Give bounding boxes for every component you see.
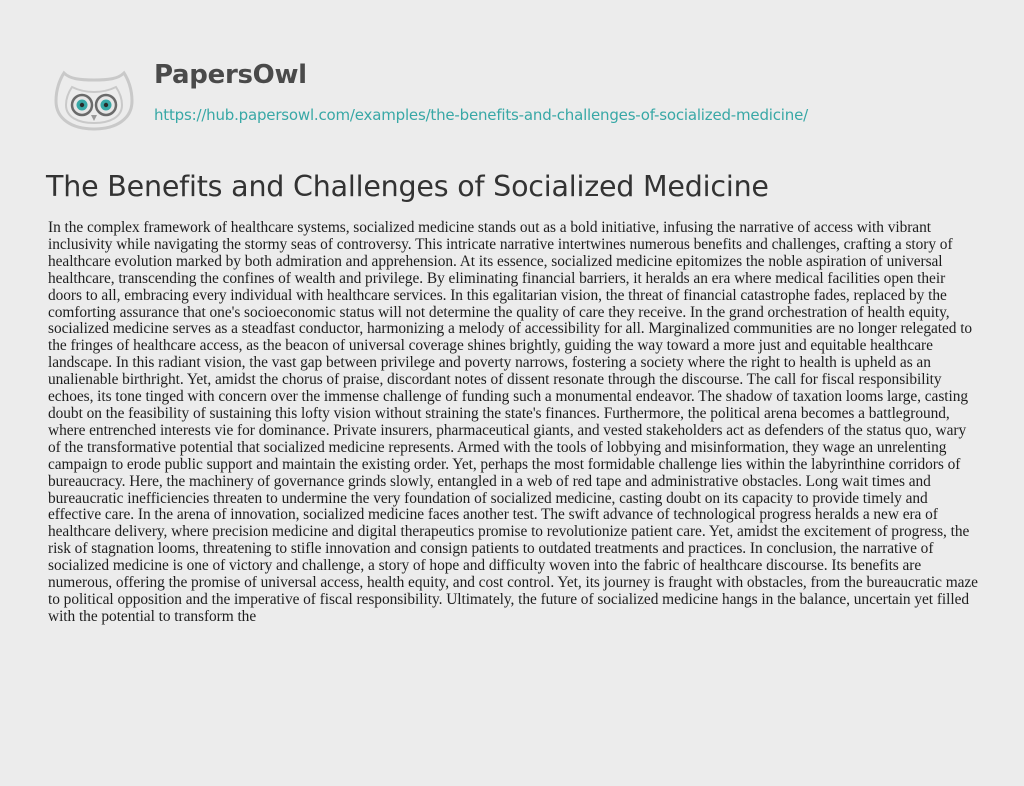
owl-logo-icon[interactable] [50,65,138,133]
article-body: In the complex framework of healthcare systems, socialized medicine stands out as a bold initiative, infusing the narrative of access with vibrant inclusivity while navigating the stormy seas of controversy. This intricate narrative intertwines numerous benefits and challenges, crafting a story of healthcare evolution marked by both admiration and apprehension. At its essence, socialized medicine epitomizes the noble aspiration of universal healthcare, transcending the confines of wealth and privilege. By eliminating financial barriers, it heralds an era where medical facilities open their doors to all, embracing every individual with healthcare services. In this egalitarian vision, the threat of financial catastrophe fades, replaced by the comforting assurance that one's socioeconomic status will not determine the quality of care they receive. In the grand orchestration of health equity, socialized medicine serves as a steadfast conductor, harmonizing a melody of accessibility for all. Marginalized communities are no longer relegated to the fringes of healthcare access, as the beacon of universal coverage shines brightly, guiding the way toward a more just and equitable healthcare landscape. In this radiant vision, the vast gap between privilege and poverty narrows, fostering a society where the right to health is upheld as an unalienable birthright. Yet, amidst the chorus of praise, discordant notes of dissent resonate through the discourse. The call for fiscal responsibility echoes, its tone tinged with concern over the immense challenge of funding such a monumental endeavor. The shadow of taxation looms large, casting doubt on the feasibility of sustaining this lofty vision without straining the state's finances. Furthermore, the political arena becomes a battleground, where entrenched interests vie for dominance. Private insurers, pharmaceutical giants, and vested stakeholders act as defenders of the status quo, wary of the transformative potential that socialized medicine represents. Armed with the tools of lobbying and misinformation, they wage an unrelenting campaign to erode public support and maintain the existing order. Yet, perhaps the most formidable challenge lies within the labyrinthine corridors of bureaucracy. Here, the machinery of governance grinds slowly, entangled in a web of red tape and administrative obstacles. Long wait times and bureaucratic inefficiencies threaten to undermine the very foundation of socialized medicine, casting doubt on its capacity to provide timely and effective care. In the arena of innovation, socialized medicine faces another test. The swift advance of technological progress heralds a new era of healthcare delivery, where precision medicine and digital therapeutics promise to revolutionize patient care. Yet, amidst the excitement of progress, the risk of stagnation looms, threatening to stifle innovation and consign patients to outdated treatments and practices. In conclusion, the narrative of socialized medicine is one of victory and challenge, a story of hope and difficulty woven into the fabric of healthcare discourse. Its benefits are numerous, offering the promise of universal access, health equity, and cost control. Yet, its journey is fraught with obstacles, from the bureaucratic maze to political opposition and the imperative of fiscal responsibility. Ultimately, the future of socialized medicine hangs in the balance, uncertain yet filled with the potential to transform the [48,219,978,625]
brand-name[interactable]: PapersOwl [154,60,307,90]
article-url-link[interactable]: https://hub.papersowl.com/examples/the-benefits-and-challenges-of-socialized-medicine/ [154,106,808,124]
article-title: The Benefits and Challenges of Socialized Medicine [46,170,769,203]
site-header [0,0,1024,150]
page-footer-strip [0,773,1024,786]
